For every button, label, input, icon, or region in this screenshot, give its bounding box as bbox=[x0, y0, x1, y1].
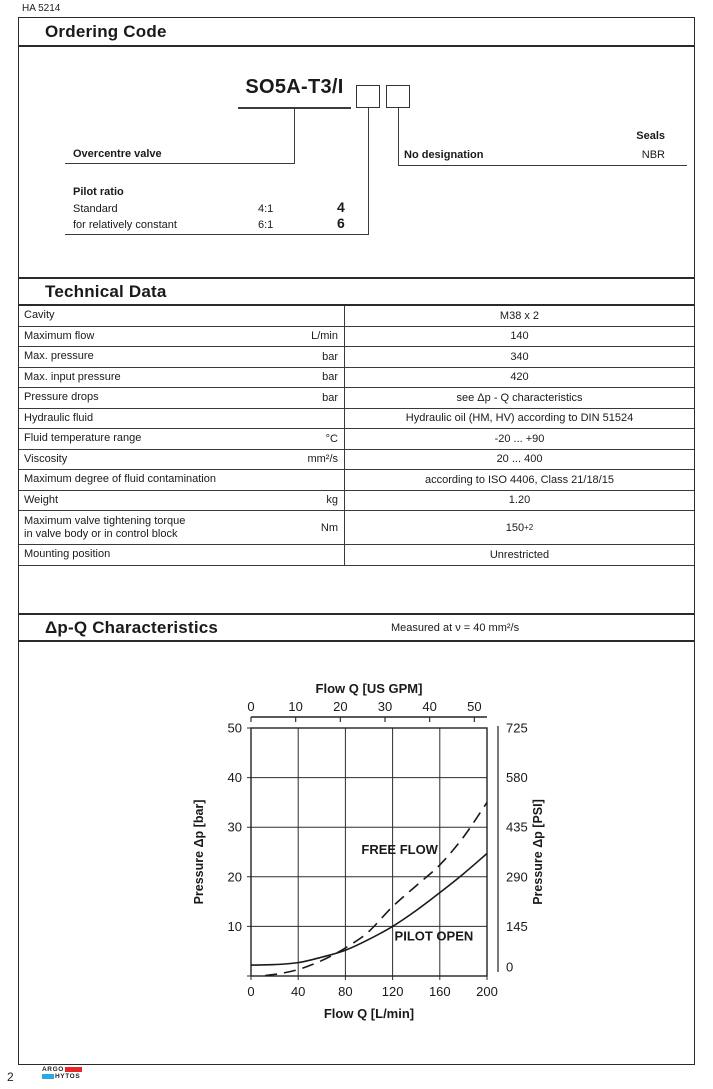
row-label: Max. pressure bbox=[24, 350, 94, 363]
logo-row bbox=[42, 1066, 82, 1073]
y-left-tick-label: 20 bbox=[227, 869, 242, 885]
ordering-code-text: SO5A-T3/I bbox=[245, 76, 344, 98]
row-value: Hydraulic oil (HM, HV) according to DIN 51524 bbox=[344, 409, 694, 429]
table-row bbox=[19, 368, 694, 389]
table-row bbox=[19, 347, 694, 368]
designation-box-2 bbox=[386, 85, 410, 108]
table-row bbox=[19, 491, 694, 512]
pilot-ratio-title: Pilot ratio bbox=[73, 186, 124, 198]
row-value: -20 ... +90 bbox=[344, 429, 694, 449]
y-left-tick-label: 40 bbox=[227, 770, 242, 786]
ordering-code-diagram bbox=[19, 47, 694, 277]
no-designation-label: No designation bbox=[404, 149, 484, 161]
y-right-tick-label: 0 bbox=[506, 959, 514, 975]
x-bottom-tick-label: 200 bbox=[476, 984, 498, 999]
y-left-tick-label: 50 bbox=[227, 720, 242, 736]
row-value: Unrestricted bbox=[344, 545, 694, 565]
dpq-chart-svg bbox=[179, 669, 579, 1039]
overcentre-underline bbox=[65, 163, 295, 164]
table-row bbox=[19, 470, 694, 491]
connector-line bbox=[398, 108, 399, 165]
row-label: Maximum degree of fluid contamination bbox=[24, 473, 216, 486]
pilot-row-ratio: 4:1 bbox=[258, 203, 274, 215]
y-right-tick-label: 145 bbox=[506, 918, 528, 934]
y-left-axis-title: Pressure Δp [bar] bbox=[192, 799, 206, 905]
document-code: HA 5214 bbox=[22, 3, 61, 14]
x-top-axis-title: Flow Q [US GPM] bbox=[315, 681, 423, 696]
pilot-row-label: for relatively constant bbox=[73, 219, 177, 231]
table-row bbox=[19, 306, 694, 327]
row-unit: Nm bbox=[320, 521, 338, 534]
row-unit: mm²/s bbox=[307, 453, 338, 466]
x-bottom-tick-label: 120 bbox=[381, 984, 404, 999]
row-value: 340 bbox=[344, 347, 694, 367]
pilot-open-label: PILOT OPEN bbox=[394, 928, 474, 944]
logo-text-argo: ARGO bbox=[42, 1066, 64, 1073]
overcentre-valve-label: Overcentre valve bbox=[73, 148, 162, 160]
logo-text-hytos: HYTOS bbox=[55, 1073, 81, 1080]
x-top-tick-label: 30 bbox=[377, 699, 393, 714]
table-row bbox=[19, 409, 694, 430]
y-right-axis-title: Pressure Δp [PSI] bbox=[531, 799, 545, 905]
row-value: 20 ... 400 bbox=[344, 450, 694, 470]
technical-data-table bbox=[19, 306, 694, 566]
section-header-ordering-code bbox=[19, 18, 694, 47]
y-left-tick-label: 10 bbox=[227, 918, 242, 934]
table-row bbox=[19, 545, 694, 566]
seals-title: Seals bbox=[636, 130, 665, 142]
pilot-open-curve bbox=[251, 853, 487, 965]
section-header-technical-data bbox=[19, 277, 694, 306]
y-right-tick-label: 435 bbox=[506, 819, 528, 835]
row-label: Cavity bbox=[24, 309, 55, 322]
y-left-tick-label: 30 bbox=[227, 819, 242, 835]
pilot-underline bbox=[65, 234, 369, 235]
row-value: 140 bbox=[344, 327, 694, 347]
table-row bbox=[19, 450, 694, 471]
row-value: according to ISO 4406, Class 21/18/15 bbox=[344, 470, 694, 490]
x-top-tick-label: 0 bbox=[247, 699, 255, 714]
free-flow-label: FREE FLOW bbox=[361, 842, 438, 858]
measurement-note: Measured at ν = 40 mm²/s bbox=[391, 621, 520, 634]
x-top-tick-label: 10 bbox=[288, 699, 303, 714]
x-bottom-tick-label: 80 bbox=[338, 984, 353, 999]
row-unit: kg bbox=[326, 494, 338, 507]
row-value: 1.20 bbox=[344, 491, 694, 511]
row-label: Max. input pressure bbox=[24, 370, 121, 383]
pilot-row-label: Standard bbox=[73, 203, 118, 215]
row-value: M38 x 2 bbox=[344, 306, 694, 326]
row-label: Mounting position bbox=[24, 548, 111, 561]
sheet-border bbox=[18, 17, 695, 1065]
row-label: Hydraulic fluid bbox=[24, 411, 94, 424]
y-right-tick-label: 725 bbox=[506, 720, 528, 736]
row-unit: bar bbox=[322, 391, 338, 404]
row-value: 420 bbox=[344, 368, 694, 388]
row-label: Viscosity bbox=[24, 452, 68, 465]
page-number: 2 bbox=[7, 1070, 14, 1084]
connector-line bbox=[368, 108, 369, 234]
section-title: Technical Data bbox=[45, 281, 167, 301]
y-right-tick-label: 290 bbox=[506, 869, 528, 885]
table-row bbox=[19, 327, 694, 348]
row-label: Pressure drops bbox=[24, 391, 99, 404]
y-right-tick-label: 580 bbox=[506, 770, 528, 786]
row-unit: bar bbox=[322, 371, 338, 384]
row-unit: bar bbox=[322, 350, 338, 363]
x-bottom-axis-title: Flow Q [L/min] bbox=[323, 1006, 415, 1021]
logo-red-block bbox=[65, 1067, 82, 1073]
designation-box-1 bbox=[356, 85, 380, 108]
x-top-tick-label: 20 bbox=[333, 699, 348, 714]
section-header-dpq-characteristics bbox=[19, 613, 694, 642]
x-bottom-tick-label: 0 bbox=[247, 984, 255, 999]
row-label: Weight bbox=[24, 493, 59, 506]
x-bottom-tick-label: 40 bbox=[290, 984, 306, 999]
connector-line bbox=[294, 108, 295, 163]
row-unit: L/min bbox=[311, 330, 338, 343]
row-label: Maximum valve tightening torque in valve body or in control block bbox=[24, 514, 186, 540]
logo-cyan-block bbox=[42, 1074, 54, 1080]
row-value: 150 +2 bbox=[344, 511, 694, 544]
argo-hytos-logo bbox=[42, 1066, 82, 1080]
pilot-row-code: 6 bbox=[337, 215, 345, 231]
dpq-chart bbox=[179, 669, 579, 1039]
seal-material-label: NBR bbox=[641, 149, 665, 161]
section-title: Ordering Code bbox=[45, 21, 167, 41]
x-bottom-tick-label: 160 bbox=[428, 984, 451, 999]
logo-row bbox=[42, 1073, 82, 1080]
table-row bbox=[19, 511, 694, 545]
row-label: Fluid temperature range bbox=[24, 432, 142, 445]
table-row bbox=[19, 388, 694, 409]
section-title: Δp-Q Characteristics bbox=[45, 617, 219, 637]
row-value: see Δp - Q characteristics bbox=[344, 388, 694, 408]
row-unit: °C bbox=[325, 432, 338, 445]
x-top-tick-label: 50 bbox=[467, 699, 482, 714]
x-top-tick-label: 40 bbox=[422, 699, 437, 714]
row-label: Maximum flow bbox=[24, 329, 95, 342]
pilot-row-code: 4 bbox=[337, 199, 345, 215]
table-row bbox=[19, 429, 694, 450]
pilot-row-ratio: 6:1 bbox=[258, 219, 274, 231]
seals-underline bbox=[398, 165, 687, 166]
